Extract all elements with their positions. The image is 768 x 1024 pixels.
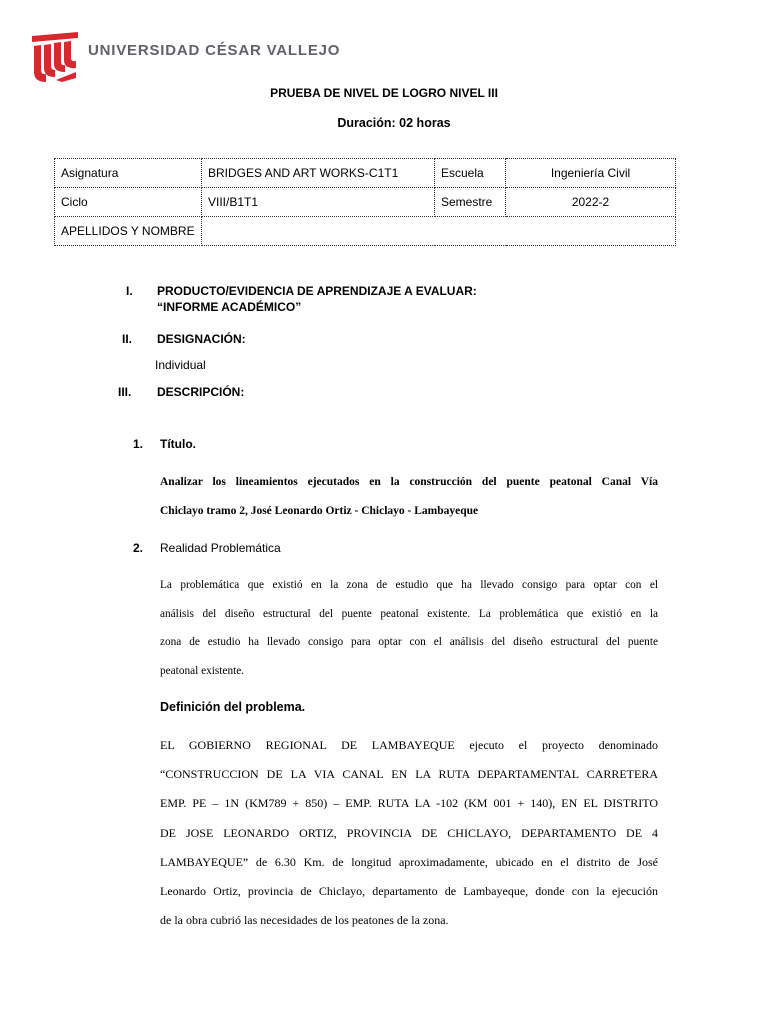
paragraph-line: “CONSTRUCCION DE LA VIA CANAL EN LA RUTA DEPARTAMENTAL CARRETERA: [160, 767, 658, 782]
titulo-text: [160, 468, 658, 526]
table-row: [55, 159, 676, 188]
paragraph-line: zona de estudio ha llevado consigo para optar con el análisis del diseño estructural del puente: [160, 636, 658, 648]
section-2-value: Individual: [155, 358, 206, 372]
escuela-label: Escuela: [435, 159, 506, 188]
ucv-logo-icon: [32, 32, 78, 82]
paragraph-line: Leonardo Ortiz, provincia de Chiclayo, departamento de Lambayeque, donde con la ejecución: [160, 884, 658, 899]
section-1-number: I.: [126, 284, 133, 298]
paragraph-line: La problemática que existió en la zona de estudio que ha llevado consigo para optar con el: [160, 579, 658, 591]
paragraph-line: EMP. PE – 1N (KM789 + 850) – EMP. RUTA LA -102 (KM 001 + 140), EN EL DISTRITO: [160, 796, 658, 811]
exam-title-text: PRUEBA DE NIVEL DE LOGRO NIVEL III: [270, 86, 498, 100]
exam-duration-text: Duración: 02 horas: [337, 116, 451, 130]
semestre-value: 2022-2: [506, 188, 676, 217]
item-1-number: 1.: [133, 437, 144, 451]
paragraph-line: peatonal existente.: [160, 664, 245, 677]
section-3-title: DESCRIPCIÓN:: [157, 385, 245, 399]
section-2-number: II.: [122, 332, 133, 346]
section-1-title: PRODUCTO/EVIDENCIA DE APRENDIZAJE A EVALUAR:: [157, 284, 477, 298]
realidad-paragraph: [160, 571, 658, 685]
ciclo-value: VIII/B1T1: [202, 188, 435, 217]
asignatura-label: Asignatura: [55, 159, 202, 188]
info-table: [54, 158, 676, 246]
section-1-subtitle: “INFORME ACADÉMICO”: [157, 300, 302, 314]
item-2-title: Realidad Problemática: [160, 541, 281, 555]
section-2-title: DESIGNACIÓN:: [157, 332, 246, 346]
titulo-line: Chiclayo tramo 2, José Leonardo Ortiz - Chiclayo - Lambayeque: [160, 505, 479, 517]
apellidos-label: APELLIDOS Y NOMBRE: [55, 217, 202, 246]
ciclo-label: Ciclo: [55, 188, 202, 217]
university-name: UNIVERSIDAD CÉSAR VALLEJO: [88, 42, 341, 59]
table-row: [55, 188, 676, 217]
paragraph-line: de la obra cubrió las necesidades de los peatones de la zona.: [160, 913, 449, 928]
semestre-label: Semestre: [435, 188, 506, 217]
section-3-number: III.: [118, 385, 132, 399]
paragraph-line: análisis del diseño estructural del puente peatonal existente. La problemática que existió en la: [160, 607, 658, 620]
asignatura-value: BRIDGES AND ART WORKS-C1T1: [202, 159, 435, 188]
definicion-paragraph: [160, 731, 658, 935]
paragraph-line: DE JOSE LEONARDO ORTIZ, PROVINCIA DE CHICLAYO, DEPARTAMENTO DE 4: [160, 825, 658, 840]
paragraph-line: EL GOBIERNO REGIONAL DE LAMBAYEQUE ejecuto el proyecto denominado: [160, 738, 658, 752]
titulo-line: Analizar los lineamientos ejecutados en la construcción del puente peatonal Canal Vía: [160, 476, 658, 488]
item-1-title: Título.: [160, 437, 196, 451]
apellidos-value[interactable]: [202, 217, 676, 246]
item-2-number: 2.: [133, 541, 144, 555]
exam-duration: [0, 116, 768, 130]
table-row: [55, 217, 676, 246]
paragraph-line: LAMBAYEQUE” de 6.30 Km. de longitud aproximadamente, ubicado en el distrito de José: [160, 854, 658, 869]
definicion-title: Definición del problema.: [160, 700, 306, 714]
escuela-value: Ingeniería Civil: [506, 159, 676, 188]
exam-title: [0, 86, 768, 100]
